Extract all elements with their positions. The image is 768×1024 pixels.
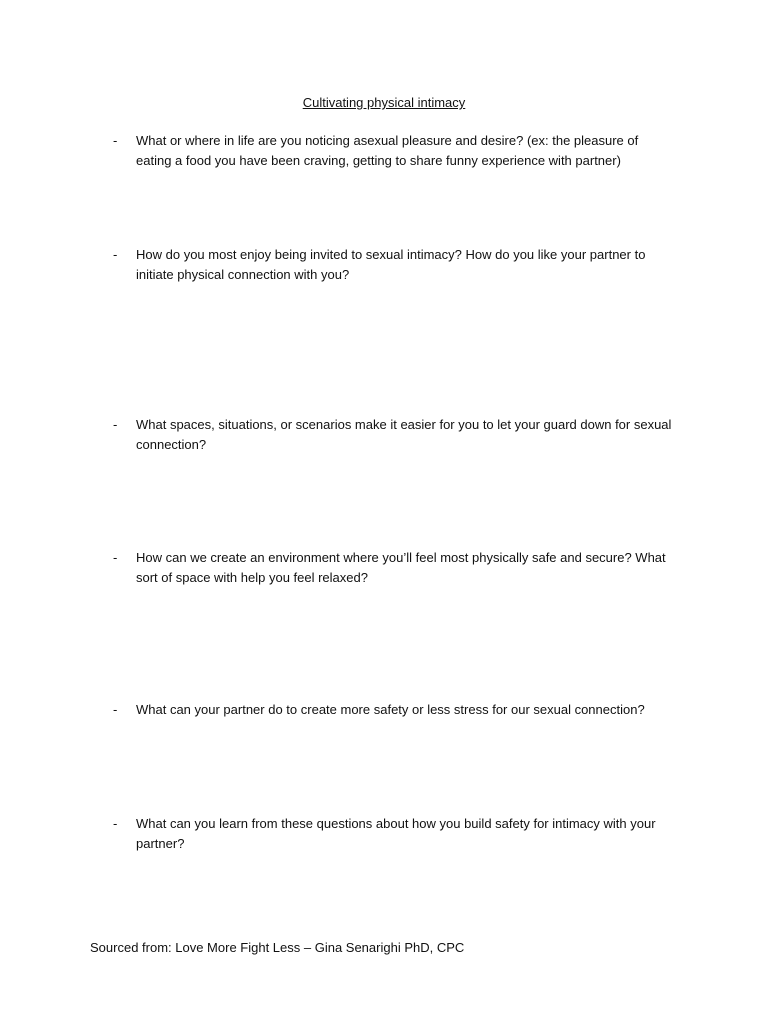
question-item <box>113 245 673 284</box>
source-citation: Sourced from: Love More Fight Less – Gina Senarighi PhD, CPC <box>90 940 465 955</box>
bullet-dash: - <box>113 133 118 148</box>
question-text: What or where in life are you noticing asexual pleasure and desire? (ex: the pleasure of eating a food you have been craving, getting to share funny experience with partner) <box>136 133 639 168</box>
bullet-dash: - <box>113 816 118 831</box>
bullet-dash: - <box>113 702 118 717</box>
question-text: How can we create an environment where you’ll feel most physically safe and secure? What sort of space with help you feel relaxed? <box>136 550 666 585</box>
question-text: How do you most enjoy being invited to sexual intimacy? How do you like your partner to initiate physical connection with you? <box>136 247 646 282</box>
question-text: What can you learn from these questions about how you build safety for intimacy with your partner? <box>136 816 656 851</box>
bullet-dash: - <box>113 417 118 432</box>
bullet-dash: - <box>113 550 118 565</box>
question-item <box>113 415 673 454</box>
bullet-dash: - <box>113 247 118 262</box>
page-title: Cultivating physical intimacy <box>302 95 466 110</box>
question-item <box>113 548 673 587</box>
question-item <box>113 131 673 170</box>
question-item <box>113 700 673 720</box>
question-text: What spaces, situations, or scenarios make it easier for you to let your guard down for sexual connection? <box>136 417 672 452</box>
question-item <box>113 814 673 853</box>
question-text: What can your partner do to create more safety or less stress for our sexual connection? <box>136 702 645 717</box>
